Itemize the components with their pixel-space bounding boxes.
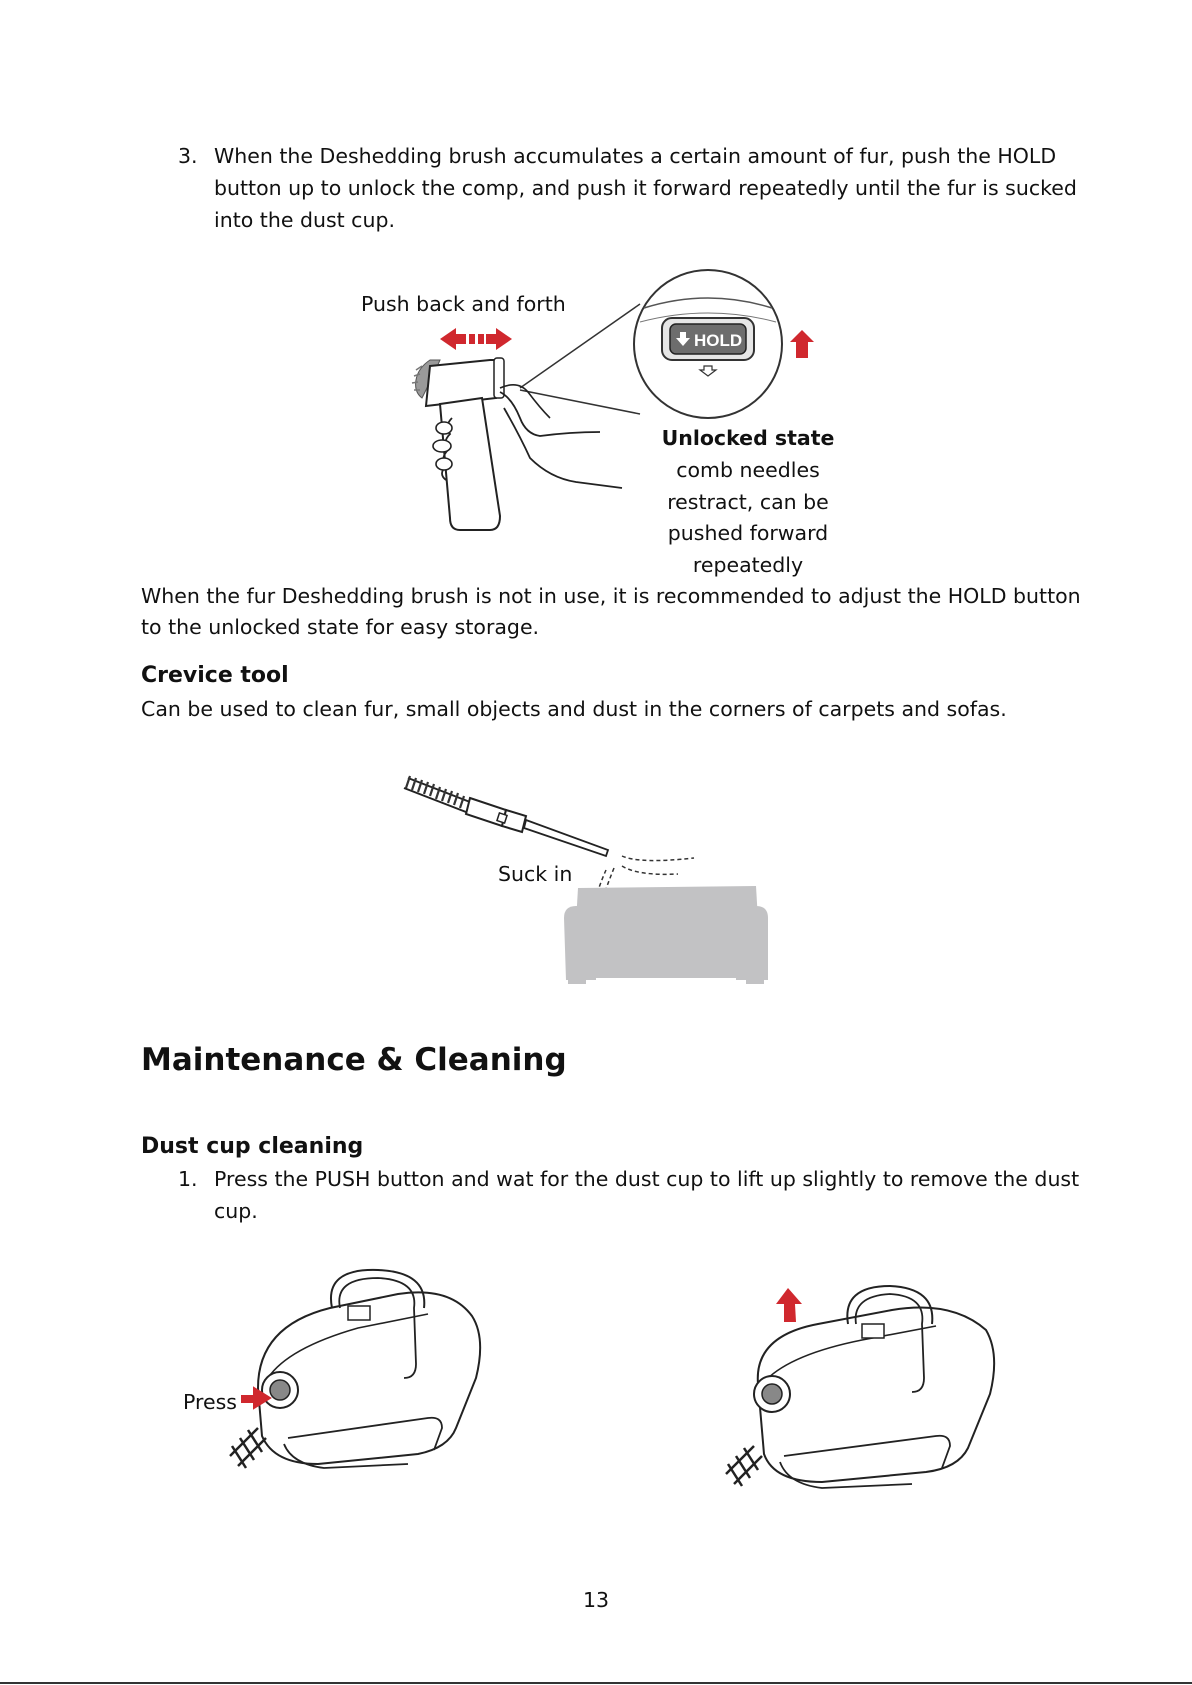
step-3-line-2: button up to unlock the comp, and push it forward repeatedly until the fur is sucked: [214, 176, 1077, 200]
press-push-illustration: [228, 1268, 488, 1488]
dust-cup-cleaning-heading: Dust cup cleaning: [141, 1134, 364, 1159]
dust-cup-step-1-line-1: Press the PUSH button and wat for the dust cup to lift up slightly to remove the dust: [214, 1167, 1080, 1191]
unlocked-state-line-3: pushed forward: [667, 521, 829, 545]
unlocked-state-line-2: restract, can be: [667, 490, 829, 514]
suck-in-label: Suck in: [498, 862, 573, 886]
unlocked-state-title: Unlocked state: [661, 426, 835, 450]
crevice-tool-description: Can be used to clean fur, small objects and dust in the corners of carpets and sofas.: [141, 697, 1007, 721]
page-bottom-edge: [0, 1682, 1192, 1684]
lift-dust-cup-illustration: [722, 1284, 1002, 1504]
step-3-number: 3.: [178, 144, 198, 168]
push-back-and-forth-label: Push back and forth: [361, 292, 566, 316]
page-number: 13: [582, 1588, 610, 1612]
unlock-up-arrow-icon: [790, 330, 814, 358]
push-arrow-icon: [440, 328, 512, 350]
unlocked-state-line-1: comb needles: [676, 458, 820, 482]
dust-cup-step-1-line-2: cup.: [214, 1199, 258, 1223]
dust-cup-step-1-number: 1.: [178, 1167, 198, 1191]
step-3-line-1: When the Deshedding brush accumulates a certain amount of fur, push the HOLD: [214, 144, 1057, 168]
storage-note-line-1: When the fur Deshedding brush is not in use, it is recommended to adjust the HOLD button: [141, 584, 1081, 608]
crevice-tool-heading: Crevice tool: [141, 663, 289, 688]
step-3-line-3: into the dust cup.: [214, 208, 395, 232]
hold-button-label: HOLD: [694, 331, 743, 350]
unlocked-state-line-4: repeatedly: [692, 553, 804, 577]
maintenance-heading: Maintenance & Cleaning: [141, 1042, 567, 1078]
sofa-icon: [564, 886, 768, 984]
crevice-tool-illustration: [400, 770, 800, 985]
press-label: Press: [183, 1390, 237, 1414]
storage-note-line-2: to the unlocked state for easy storage.: [141, 615, 540, 639]
lift-up-arrow-icon: [776, 1288, 802, 1322]
